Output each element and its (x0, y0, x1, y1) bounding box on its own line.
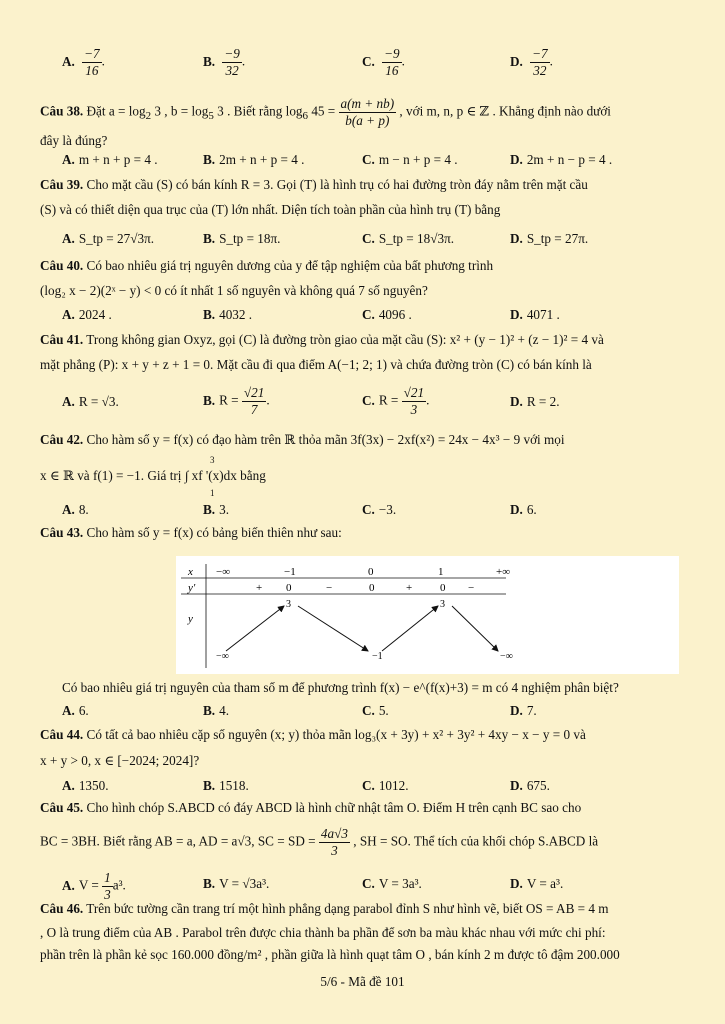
q45-a-fraction: $\frac{1}{3}$ (104, 870, 111, 902)
q42-stem: Câu 42. Cho hàm số y = f(x) có đạo hàm trên ℝ thỏa mãn 3f(3x) − 2xf(x²) = 24x − 4x³ − 9 với mọi (40, 432, 565, 447)
x-val-2: −1 (284, 566, 296, 578)
arrow-down-2 (452, 606, 498, 651)
q39-option-b: B. S_tp = 18π. (203, 231, 281, 246)
q46-stem: Câu 46. Trên bức tường cần trang trí một hình phẳng dạng parabol đỉnh S như hình vẽ, biết OS = AB = 4 m (40, 901, 609, 916)
q41-stem: Câu 41. Trong không gian Oxyz, gọi (C) là đường tròn giao của mặt cầu (S): x² + (y − 1)² + (z − 1)² = 4 và (40, 332, 604, 347)
q44-option-d: D. 675. (510, 778, 550, 793)
q44-option-b: B. 1518. (203, 778, 249, 793)
q37-a-fraction: $\frac{-7}{16}$ (84, 46, 100, 78)
q38-fraction: $\frac{a(m + nb)}{b(a + p)}$ (340, 96, 395, 128)
q37-option-d: D. $\frac{-7}{32}$ . (510, 46, 553, 78)
q38-stem: Câu 38. Đặt $a = \log_2 3$ , $b = \log_5 3$ . Biết rằng $\log_6 45$ = $\frac{a(m + nb)}{b(a + p)}$ , với m, n, p ∈ ℤ . Khẳng định nào dưới (40, 96, 611, 128)
q39-stem-line2: (S) và có thiết diện qua trục của (T) lớn nhất. Diện tích toàn phần của hình trụ (T) bằng (40, 202, 501, 217)
q45-stem-line2: BC = 3BH. Biết rằng AB = a, AD = a√3, SC = SD = $\frac{4a√3}{3}$ , SH = SO. Thể tích của khối chóp S.ABCD là (40, 826, 599, 858)
q43-stem: Câu 43. Cho hàm số y = f(x) có bảng biến thiên như sau: (40, 525, 342, 540)
q41-option-b: B. R = $\frac{√21}{7}$ . (203, 385, 270, 417)
x-val-3: 0 (368, 566, 374, 578)
y-val-2: 3 (286, 599, 291, 610)
q38-option-a: A. m + n + p = 4 . (62, 152, 158, 167)
q46-stem-line2: , O là trung điểm của AB . Parabol trên được chia thành ba phần để sơn ba màu khác nhau với mức chi phí: (40, 925, 606, 940)
q38-stem-line2: đây là đúng? (40, 133, 108, 148)
q43-option-c: C. 5. (362, 703, 389, 718)
q39-option-d: D. S_tp = 27π. (510, 231, 589, 246)
q37-b-fraction: $\frac{-9}{32}$ (224, 46, 240, 78)
q44-stem: Câu 44. Có tất cả bao nhiêu cặp số nguyên (x; y) thỏa mãn log₃(x + 3y) + x² + 3y² + 4xy − x − y = 0 và (40, 727, 586, 742)
integral-lower-bound: 1 (210, 488, 215, 498)
q41-option-a: A. R = √3. (62, 394, 119, 409)
q41-c-fraction: $\frac{√21}{3}$ (403, 385, 425, 417)
yp-sign-6: 0 (440, 582, 446, 594)
q37-option-a: A. $\frac{-7}{16}$ . (62, 46, 105, 78)
yp-sign-4: 0 (369, 582, 375, 594)
x-val-5: +∞ (496, 566, 511, 578)
table-yp-label: y' (188, 582, 196, 594)
x-val-1: −∞ (216, 566, 231, 578)
q46-stem-line3: phần trên là phần kẻ sọc 160.000 đồng/m² , phần giữa là hình quạt tâm O , bán kính 2 m được tô đậm 200.000 (40, 947, 620, 962)
arrow-up-1 (226, 606, 284, 651)
q44-option-a: A. 1350. (62, 778, 109, 793)
q45-option-d: D. V = a³. (510, 876, 564, 891)
q45-option-c: C. V = 3a³. (362, 876, 422, 891)
q43-option-b: B. 4. (203, 703, 229, 718)
q39-option-a: A. S_tp = 27√3π. (62, 231, 155, 246)
x-val-4: 1 (438, 566, 444, 578)
q44-stem-line2: x + y > 0, x ∈ [−2024; 2024]? (40, 753, 200, 768)
q42-option-a: A. 8. (62, 502, 89, 517)
q40-option-b: B. 4032 . (203, 307, 253, 322)
yp-sign-1: + (256, 582, 263, 594)
q40-stem: Câu 40. Có bao nhiêu giá trị nguyên dương của y để tập nghiệm của bất phương trình (40, 258, 494, 273)
q37-option-c: C. $\frac{-9}{16}$ . (362, 46, 405, 78)
q44-option-c: C. 1012. (362, 778, 409, 793)
q41-stem-line2: mặt phẳng (P): x + y + z + 1 = 0. Mặt cầu đi qua điểm A(−1; 2; 1) và chứa đường tròn (C) có bán kính là (40, 357, 592, 372)
q43-question: Có bao nhiêu giá trị nguyên của tham số m để phương trình f(x) − e^(f(x)+3) = m có 4 nghiệm phân biệt? (62, 680, 619, 695)
q42-stem-line2: x ∈ ℝ và f(1) = −1. Giá trị ∫ xf '(x)dx bằng (40, 468, 266, 483)
q38-option-b: B. 2m + n + p = 4 . (203, 152, 305, 167)
yp-sign-7: − (468, 582, 475, 594)
q40-option-c: C. 4096 . (362, 307, 412, 322)
table-x-label: x (188, 566, 193, 578)
q42-option-d: D. 6. (510, 502, 537, 517)
arrow-up-2 (382, 606, 438, 651)
y-val-3: −1 (372, 651, 383, 662)
y-val-5: −∞ (500, 651, 513, 662)
table-y-label: y (188, 613, 193, 625)
q38-option-c: C. m − n + p = 4 . (362, 152, 458, 167)
q37-d-fraction: $\frac{-7}{32}$ (532, 46, 548, 78)
y-val-1: −∞ (216, 651, 229, 662)
q41-option-d: D. R = 2. (510, 394, 560, 409)
yp-sign-3: − (326, 582, 333, 594)
q40-option-a: A. 2024 . (62, 307, 112, 322)
y-val-4: 3 (440, 599, 445, 610)
q45-stem: Câu 45. Cho hình chóp S.ABCD có đáy ABCD là hình chữ nhật tâm O. Điểm H trên cạnh BC sao cho (40, 800, 582, 815)
q40-stem-line2: (log₂ x − 2)(2ˣ − y) < 0 có ít nhất 1 số nguyên và không quá 7 số nguyên? (40, 283, 428, 298)
q41-b-fraction: $\frac{√21}{7}$ (243, 385, 265, 417)
page-footer: 5/6 - Mã đề 101 (320, 974, 405, 989)
q45-option-a: A. V = $\frac{1}{3}$ a³. (62, 870, 126, 902)
variation-table-svg (176, 556, 679, 674)
yp-sign-2: 0 (286, 582, 292, 594)
q37-option-b: B. $\frac{-9}{32}$ . (203, 46, 246, 78)
q42-option-c: C. −3. (362, 502, 397, 517)
q43-option-d: D. 7. (510, 703, 537, 718)
q39-stem: Câu 39. Cho mặt cầu (S) có bán kính R = 3. Gọi (T) là hình trụ có hai đường tròn đáy nằm trên mặt cầu (40, 177, 588, 192)
q38-option-d: D. 2m + n − p = 4 . (510, 152, 613, 167)
q45-fraction: $\frac{4a√3}{3}$ (320, 826, 348, 858)
q39-option-c: C. S_tp = 18√3π. (362, 231, 455, 246)
q45-option-b: B. V = √3a³. (203, 876, 270, 891)
arrow-down-1 (298, 606, 368, 651)
q42-option-b: B. 3. (203, 502, 229, 517)
q40-option-d: D. 4071 . (510, 307, 560, 322)
q43-option-a: A. 6. (62, 703, 89, 718)
integral-upper-bound: 3 (210, 455, 215, 465)
yp-sign-5: + (406, 582, 413, 594)
variation-table (176, 556, 679, 674)
q37-c-fraction: $\frac{-9}{16}$ (384, 46, 400, 78)
q41-option-c: C. R = $\frac{√21}{3}$ . (362, 385, 430, 417)
